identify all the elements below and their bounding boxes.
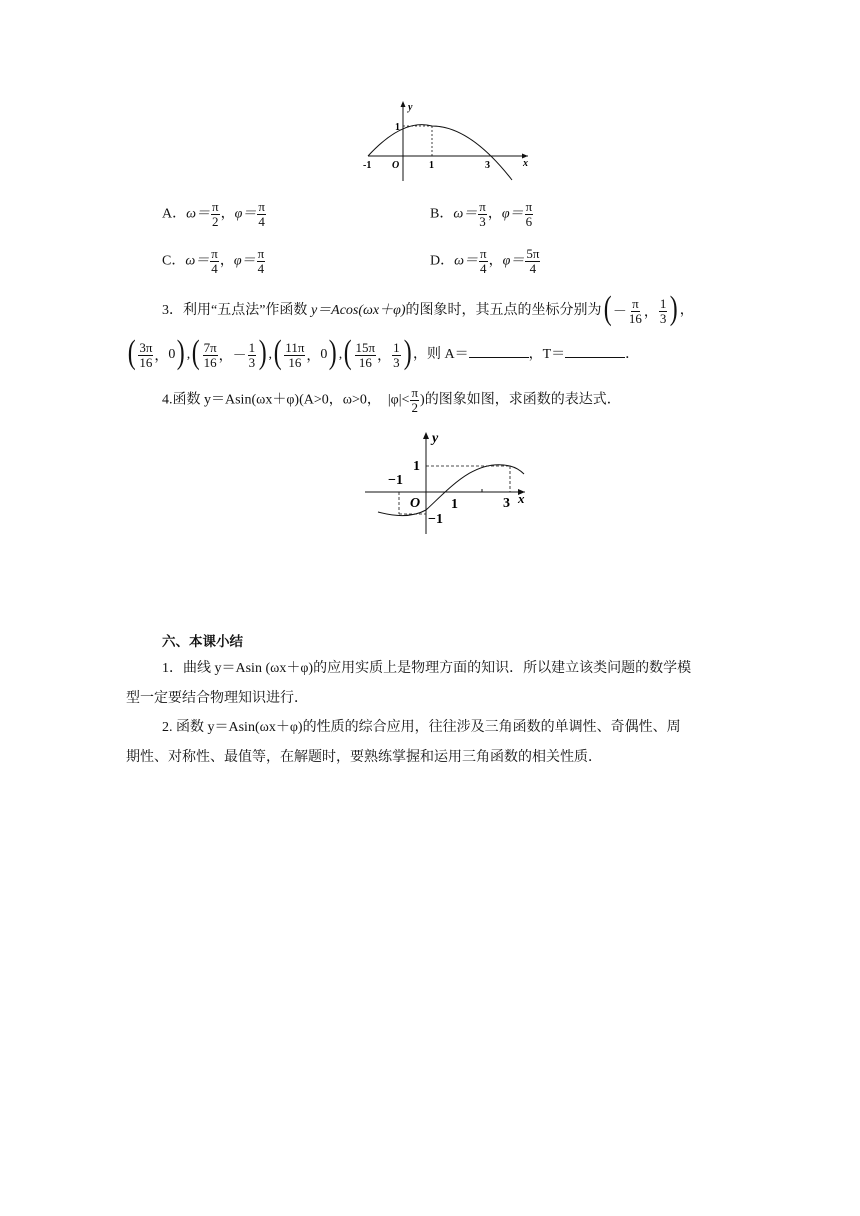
summary-p1-line2: 型一定要结合物理知识进行． (126, 691, 308, 706)
point-5: ( $\frac{15\pi}{16}$ ， $\frac{1}{3}$ ) (343, 334, 412, 371)
omega-eq: ω＝ (186, 206, 211, 222)
den: 4 (529, 260, 537, 276)
summary-p1-line1: 1．曲线 y＝Asin (ωx＋φ)的应用实质上是物理方面的知识．所以建立该类问题的数学模 (162, 661, 692, 676)
phi-eq: φ＝ (234, 206, 257, 222)
y-label: y (408, 102, 413, 113)
q4-line (162, 386, 621, 414)
graph-1 (360, 98, 535, 183)
origin-label: O (392, 160, 400, 171)
fraction (138, 341, 153, 369)
graph-2 (360, 428, 535, 538)
sep: ， (154, 349, 169, 364)
x-label: x (523, 158, 528, 169)
num: 1 (659, 295, 667, 311)
den: 4 (257, 260, 265, 276)
sep: ， (306, 349, 321, 364)
origin-label: O (410, 496, 421, 511)
num: π (211, 246, 218, 261)
x-tick-1: 1 (451, 497, 458, 512)
num: π (411, 385, 419, 400)
sep: ， (643, 305, 658, 320)
num: 7π (203, 339, 217, 355)
option-label: B． (430, 206, 454, 222)
q3-line2: ( $\frac{3\pi}{16}$ ， 0 ) , ( $\frac{7\pi}{16}$ ， － $\frac{1}{3}$ ) , ( $\frac{11\pi}{16}$ ， 0 ) , ( $\frac{15\pi}{16}$ ， $\frac{1}{3}$ ) ，则 A＝ ，T＝ ． (127, 334, 640, 371)
num: 11π (285, 339, 305, 355)
answer-blank-a[interactable] (469, 345, 529, 358)
q4-abs: |φ|< (387, 392, 410, 408)
val: 0 (320, 347, 328, 362)
section-heading: 六、本课小结 (162, 634, 243, 650)
phi-eq: φ＝ (502, 253, 525, 269)
omega-eq: ω＝ (185, 253, 210, 269)
fraction (659, 297, 668, 325)
num: 5π (526, 246, 540, 261)
num: π (212, 199, 219, 214)
num: π (258, 199, 265, 214)
x-tick-neg1: -1 (363, 160, 372, 171)
sep: ， (218, 349, 233, 364)
den: 3 (659, 310, 667, 326)
den: 16 (139, 354, 153, 370)
den: 16 (628, 310, 642, 326)
den: 3 (393, 354, 400, 370)
den: 4 (211, 260, 218, 276)
sign: － (232, 349, 247, 364)
x-tick-neg1: −1 (388, 473, 403, 488)
fraction (478, 200, 487, 228)
omega-eq: ω＝ (454, 253, 479, 269)
val: 0 (168, 347, 176, 362)
q3-tail3: ． (625, 347, 640, 363)
summary-p2-line2: 期性、对称性、最值等，在解题时，要熟练掌握和运用三角函数的相关性质． (126, 750, 602, 765)
fraction (248, 341, 257, 369)
q3-suffix: 的图象时，其五点的坐标分别为 (405, 303, 602, 319)
fraction (257, 247, 266, 275)
phi-eq: φ＝ (501, 206, 524, 222)
option-label: A． (162, 206, 187, 222)
sep: ， (220, 206, 235, 222)
sep: ， (488, 253, 503, 269)
den: 4 (480, 260, 487, 276)
fraction (203, 341, 218, 369)
x-tick-1: 1 (429, 160, 434, 171)
sep: ， (219, 253, 234, 269)
phi-eq: φ＝ (233, 253, 256, 269)
den: 2 (411, 399, 418, 415)
fraction (257, 200, 266, 228)
option-b (430, 200, 534, 228)
q3-func: y＝Acos(ωx＋φ) (310, 303, 406, 319)
option-d (430, 247, 541, 275)
sep: ， (487, 206, 502, 222)
fraction (628, 297, 643, 325)
den: 16 (288, 354, 302, 370)
option-a (162, 200, 267, 228)
answer-blank-t[interactable] (565, 345, 625, 358)
x-tick-3: 3 (503, 496, 510, 511)
den: 16 (203, 354, 217, 370)
q3-tail2: ，T＝ (528, 347, 566, 363)
num: 3π (139, 339, 153, 355)
fraction (211, 200, 220, 228)
fraction (284, 341, 305, 369)
x-label: x (518, 491, 525, 506)
num: π (479, 199, 486, 214)
sign: － (612, 305, 627, 320)
fraction (525, 247, 540, 275)
num: π (257, 246, 265, 261)
y-tick-1: 1 (395, 122, 400, 133)
num: 1 (248, 339, 256, 355)
point-4: ( $\frac{11\pi}{16}$ ， 0 ) (273, 334, 338, 371)
fraction (392, 341, 401, 369)
fraction (410, 386, 419, 414)
point-1: ( － $\frac{\pi}{16}$ ， $\frac{1}{3}$ ) (603, 290, 679, 327)
point-3: ( $\frac{7\pi}{16}$ ， － $\frac{1}{3}$ ) (191, 334, 267, 371)
den: 16 (358, 354, 372, 370)
y-axis-arrow (423, 432, 429, 439)
sep: ， (377, 349, 392, 364)
num: 15π (355, 339, 376, 355)
fraction (210, 247, 219, 275)
y-tick-1: 1 (413, 459, 420, 474)
num: π (632, 295, 639, 311)
summary-p2-line1: 2. 函数 y＝Asin(ωx＋φ)的性质的综合应用，往往涉及三角函数的单调性、奇偶性、周 (162, 720, 681, 735)
den: 6 (525, 213, 533, 229)
y-axis-arrow (401, 101, 406, 107)
q3-prefix: 3．利用“五点法”作函数 (162, 303, 311, 319)
point-2: ( $\frac{3\pi}{16}$ ， 0 ) (127, 334, 186, 371)
q4-suffix: )的图象如图，求函数的表达式． (420, 392, 621, 408)
q3-line1: 3．利用“五点法”作函数 y＝Acos(ωx＋φ)的图象时，其五点的坐标分别为 ( － $\frac{\pi}{16}$ ， $\frac{1}{3}$ ) ， (162, 290, 694, 327)
option-c (162, 247, 266, 275)
q4-prefix: 4.函数 y＝Asin(ωx＋φ)(A>0，ω>0， (162, 392, 381, 408)
q3-tail1: ，则 A＝ (412, 347, 469, 363)
y-tick-neg1: −1 (428, 512, 443, 527)
fraction (525, 200, 534, 228)
den: 3 (248, 354, 256, 370)
option-label: D． (430, 253, 455, 269)
fraction (479, 247, 488, 275)
x-tick-3: 3 (485, 160, 490, 171)
curve (368, 125, 512, 180)
y-label: y (432, 431, 439, 446)
num: π (525, 199, 533, 214)
option-label: C． (162, 253, 186, 269)
den: 3 (479, 213, 486, 229)
num: π (480, 246, 487, 261)
num: 1 (393, 339, 400, 355)
den: 4 (258, 213, 265, 229)
omega-eq: ω＝ (453, 206, 478, 222)
den: 2 (212, 213, 219, 229)
fraction (355, 341, 377, 369)
